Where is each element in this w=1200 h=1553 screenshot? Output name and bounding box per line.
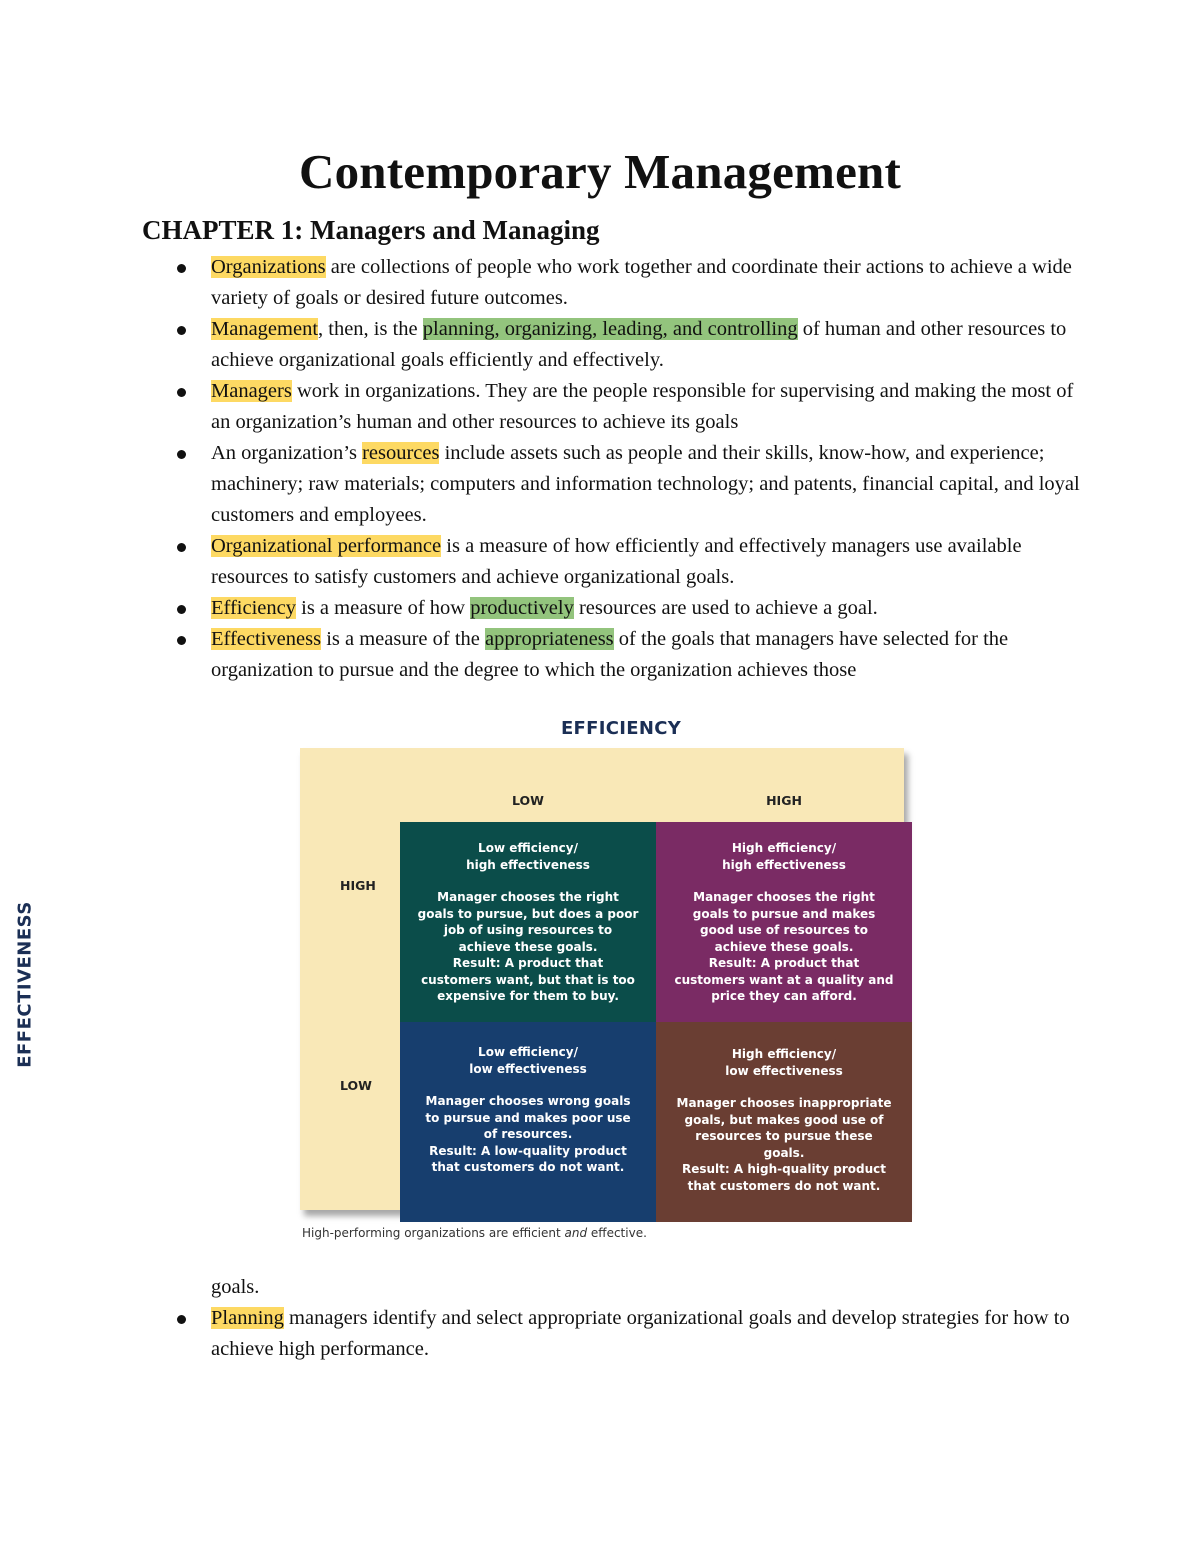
term-highlight: Effectiveness: [211, 628, 322, 650]
cell-high-efficiency-low-effectiveness: [656, 1022, 912, 1222]
caption-text: effective.: [587, 1226, 647, 1240]
bullet-text: is a measure of how: [296, 597, 471, 619]
bullet-text: An organization’s: [211, 442, 363, 464]
cell-body: Manager chooses wrong goals to pursue and makes poor use of resources. Result: A low-quality product that customers do not want.: [425, 1094, 631, 1174]
bullet-list: [211, 252, 1081, 686]
bullet-text: , then, is the: [318, 318, 423, 340]
row-label-low: LOW: [340, 1078, 372, 1093]
bullet-text: include assets such as people and their skills, know-how, and experience; machinery; raw materials; computers and information technology; and patents, financial capital, and loyal customers and employees.: [211, 442, 1080, 526]
key-phrase-highlight: productively: [470, 597, 574, 619]
list-item: [211, 593, 1081, 624]
term-highlight: Organizations: [211, 256, 326, 278]
key-phrase-highlight: planning, organizing, leading, and controlling: [422, 318, 798, 340]
term-highlight: resources: [362, 442, 440, 464]
cell-high-efficiency-high-effectiveness: [656, 822, 912, 1022]
cell-low-efficiency-high-effectiveness: [400, 822, 656, 1022]
list-item-continuation: goals.: [211, 1276, 260, 1298]
list-item: [211, 314, 1081, 376]
cell-body: Manager chooses the right goals to pursue, but does a poor job of using resources to achieve these goals. Result: A product that customers want, but that is too expensive for them to buy.: [417, 890, 639, 1003]
row-label-high: HIGH: [340, 878, 376, 893]
bullet-text: work in organizations. They are the people responsible for supervising and making the most of an organization’s human and other resources to achieve its goals: [211, 380, 1074, 433]
bullet-text: of the goals that managers have selected for the organization to pursue and the degree to which the organization achieves those: [211, 628, 1009, 681]
cell-body: Manager chooses inappropriate goals, but makes good use of resources to pursue these goals. Result: A high-quality product that customers do not want.: [676, 1096, 892, 1193]
term-highlight: Management: [211, 318, 319, 340]
cell-body: Manager chooses the right goals to pursue and makes good use of resources to achieve these goals. Result: A product that customers want at a quality and price they can afford.: [674, 890, 894, 1003]
list-item: [211, 1303, 1081, 1365]
cell-title: Low efficiency/ high effectiveness: [466, 841, 590, 872]
term-highlight: Managers: [211, 380, 292, 402]
bullet-text: are collections of people who work together and coordinate their actions to achieve a wide variety of goals or desired future outcomes.: [211, 256, 1072, 309]
caption-text: High-performing organizations are efficient: [302, 1226, 565, 1240]
column-label-low: LOW: [512, 793, 544, 808]
list-item: [211, 438, 1081, 531]
cell-title: Low efficiency/ low effectiveness: [469, 1045, 587, 1076]
key-phrase-highlight: appropriateness: [485, 628, 614, 650]
cell-title: High efficiency/ low effectiveness: [725, 1047, 843, 1078]
cell-title: High efficiency/ high effectiveness: [722, 841, 846, 872]
bullet-list-continued: [211, 1272, 1081, 1365]
efficiency-effectiveness-figure: [268, 712, 928, 1252]
bullet-text: of human and other resources to achieve organizational goals efficiently and effectively.: [211, 318, 1067, 371]
figure-caption: [302, 1226, 647, 1240]
list-item: [211, 252, 1081, 314]
list-item: [211, 624, 1081, 686]
figure-panel: [300, 748, 904, 1210]
bullet-text: managers identify and select appropriate organizational goals and develop strategies for how to achieve high performance.: [211, 1307, 1070, 1360]
column-label-high: HIGH: [766, 793, 802, 808]
chapter-heading: CHAPTER 1: Managers and Managing: [142, 215, 600, 245]
bullet-text: resources are used to achieve a goal.: [573, 597, 878, 619]
term-highlight: Planning: [211, 1307, 284, 1329]
bullet-text: is a measure of how efficiently and effectively managers use available resources to satisfy customers and achieve organizational goals.: [211, 535, 1022, 588]
page-title: Contemporary Management: [298, 144, 901, 199]
x-axis-title: EFFICIENCY: [560, 718, 682, 739]
caption-emphasis: and: [564, 1226, 588, 1240]
list-item: [211, 376, 1081, 438]
term-highlight: Organizational performance: [211, 535, 442, 557]
bullet-text: is a measure of the: [321, 628, 486, 650]
cell-low-efficiency-low-effectiveness: [400, 1022, 656, 1222]
term-highlight: Efficiency: [211, 597, 296, 619]
list-item: [211, 531, 1081, 593]
y-axis-title: EFFECTIVENESS: [14, 901, 36, 1068]
